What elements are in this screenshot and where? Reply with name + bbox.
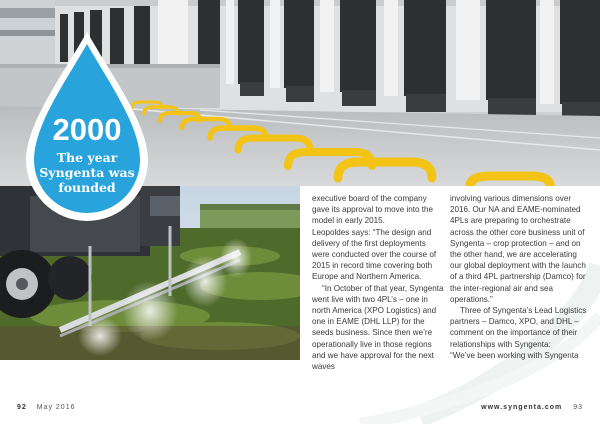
page-number-right: 93 — [573, 404, 583, 411]
footer-left — [17, 404, 76, 411]
paragraph: Leopoldes says: “The design and delivery of the first deployments were conducted over the course of 2015 in record time covering both Europe and Northern America. — [312, 227, 437, 282]
paragraph: executive board of the company gave its approval to move into the model in early 2015. — [312, 194, 434, 226]
issue-date: May 2016 — [36, 404, 76, 411]
founding-caption: The year Syngenta was founded — [39, 150, 135, 195]
text-column-1 — [312, 193, 444, 372]
paragraph: “In October of that year, Syngenta went live with two 4PL’s – one in north America (XPO Logistics) and one in EAME (DHL LLP) for the seeds business. Since then we’re operationally live in those regions and we have approval for the next waves — [312, 283, 444, 372]
page-number-left: 92 — [17, 404, 27, 411]
text-column-2 — [450, 193, 588, 361]
founding-year: 2000 — [52, 112, 122, 147]
website-url: www.syngenta.com — [481, 404, 563, 411]
paragraph: Three of Syngenta’s Lead Logistics partners – Damco, XPO, and DHL – comment on the importance of their relationships with Syngenta: — [450, 306, 587, 349]
paragraph: “We’ve been working with Syngenta — [450, 350, 579, 360]
footer-right — [481, 404, 583, 411]
paragraph: involving various dimensions over 2016. Our NA and EAME-nominated 4PLs are preparing to orchestrate across the other core business unit of Syngenta – crop protection – and on the other hand, we are accelerating our global deployment with the launch of a third 4PL partnership (Damco) for the inter-regional air and sea operations.” — [450, 194, 586, 304]
